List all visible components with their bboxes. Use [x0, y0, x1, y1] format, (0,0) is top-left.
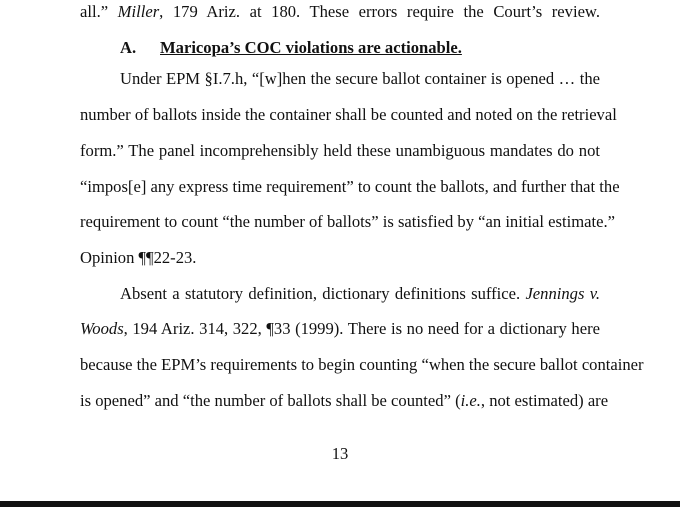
text-segment: is opened” and “the number of ballots shall be counted” ( [80, 391, 461, 410]
paragraph1-line-4: “impos[e] any express time requirement” to count the ballots, and further that the [80, 177, 620, 196]
section-title: Maricopa’s COC violations are actionable. [160, 38, 462, 57]
paragraph1-line-1: Under EPM §I.7.h, “[w]hen the secure ballot container is opened … the [120, 69, 600, 88]
section-number: A. [120, 38, 137, 57]
text-segment: , not estimated) are [480, 391, 609, 410]
text-segment: Absent a statutory definition, dictionary definitions suffice. [120, 284, 526, 303]
paragraph1-line-6: Opinion ¶¶22-23. [80, 248, 197, 267]
paragraph1-line-3: form.” The panel incomprehensibly held these unambiguous mandates do not [80, 141, 600, 160]
text-line-continuation [80, 2, 600, 22]
paragraph1-line-5: requirement to count “the number of ballots” is satisfied by “an initial estimate.” [80, 212, 615, 231]
case-name-italic: Miller [117, 2, 160, 21]
text-segment: , 179 Ariz. at 180. These errors require the Court’s review. [159, 2, 600, 21]
paragraph1-line-2: number of ballots inside the container shall be counted and noted on the retrieval [80, 105, 617, 124]
case-name-italic: Woods [80, 319, 124, 338]
section-heading [120, 38, 462, 58]
bottom-rule [0, 501, 680, 507]
paragraph2-line-3: because the EPM’s requirements to begin counting “when the secure ballot container [80, 355, 644, 374]
abbreviation-italic: i.e. [460, 391, 481, 410]
case-name-italic: Jennings v. [525, 284, 600, 303]
paragraph2-line-4 [80, 391, 609, 411]
text-segment: all.” [80, 2, 118, 21]
page-number: 13 [331, 444, 349, 463]
paragraph2-line-1 [120, 284, 600, 304]
text-segment: , 194 Ariz. 314, 322, ¶33 (1999). There is no need for a dictionary here [123, 319, 600, 338]
paragraph2-line-2 [80, 319, 600, 339]
